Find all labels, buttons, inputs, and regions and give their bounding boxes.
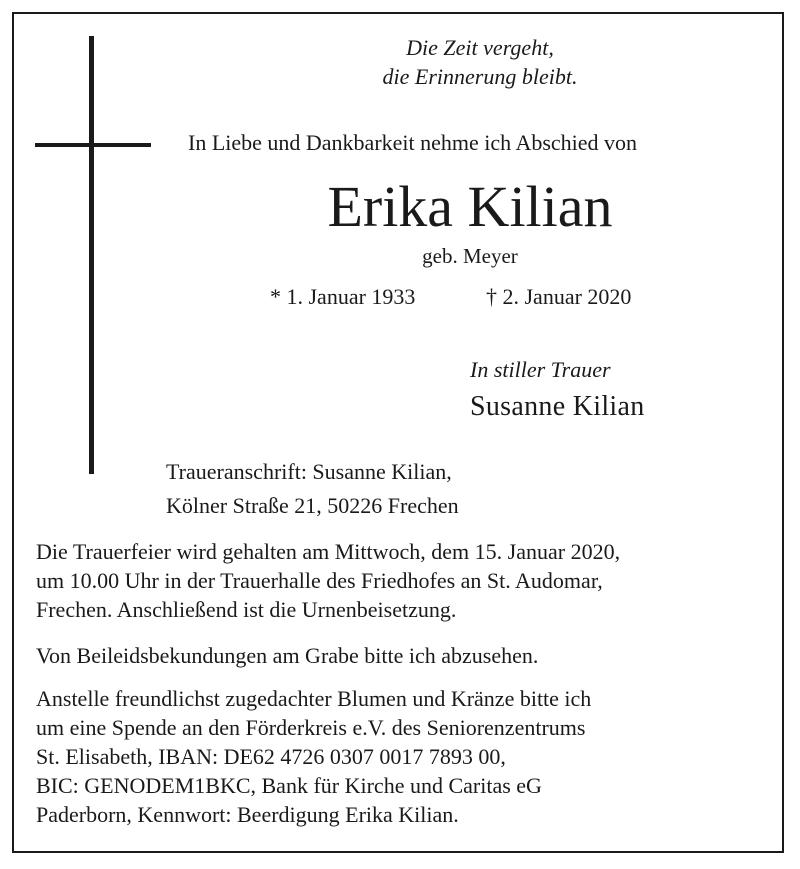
motto-line-2: die Erinnerung bleibt. <box>382 64 578 89</box>
donation-paragraph <box>36 684 591 829</box>
service-line-3: Frechen. Anschließend ist die Urnenbeisetzung. <box>36 597 457 622</box>
motto-line-1: Die Zeit vergeht, <box>406 35 554 60</box>
deceased-name: Erika Kilian <box>327 174 613 239</box>
service-line-1: Die Trauerfeier wird gehalten am Mittwoch, dem 15. Januar 2020, <box>36 539 621 564</box>
condolence-line: Von Beileidsbekundungen am Grabe bitte ich abzusehen. <box>36 643 539 668</box>
mourner-name: Susanne Kilian <box>470 391 645 422</box>
donation-line-1: Anstelle freundlichst zugedachter Blumen und Kränze bitte ich <box>36 686 592 711</box>
cross-vertical-bar <box>89 36 94 474</box>
service-line-2: um 10.00 Uhr in der Trauerhalle des Friedhofes an St. Audomar, <box>36 568 603 593</box>
address-line-1: Traueranschrift: Susanne Kilian, <box>166 459 452 484</box>
service-paragraph <box>36 537 620 624</box>
death-date: † 2. Januar 2020 <box>486 284 632 309</box>
intro-text: In Liebe und Dankbarkeit nehme ich Abschied von <box>188 130 638 155</box>
mourning-label: In stiller Trauer <box>470 357 611 382</box>
cross-horizontal-bar <box>35 143 151 147</box>
maiden-name: geb. Meyer <box>422 244 518 268</box>
donation-line-2: um eine Spende an den Förderkreis e.V. des Seniorenzentrums <box>36 715 586 740</box>
mourning-address <box>166 455 459 523</box>
birth-date: * 1. Januar 1933 <box>270 284 416 309</box>
donation-line-4: BIC: GENODEM1BKC, Bank für Kirche und Caritas eG <box>36 773 542 798</box>
condolence-paragraph <box>36 641 538 670</box>
donation-line-5: Paderborn, Kennwort: Beerdigung Erika Kilian. <box>36 802 459 827</box>
donation-line-3: St. Elisabeth, IBAN: DE62 4726 0307 0017 7893 00, <box>36 744 506 769</box>
address-line-2: Kölner Straße 21, 50226 Frechen <box>166 493 459 518</box>
